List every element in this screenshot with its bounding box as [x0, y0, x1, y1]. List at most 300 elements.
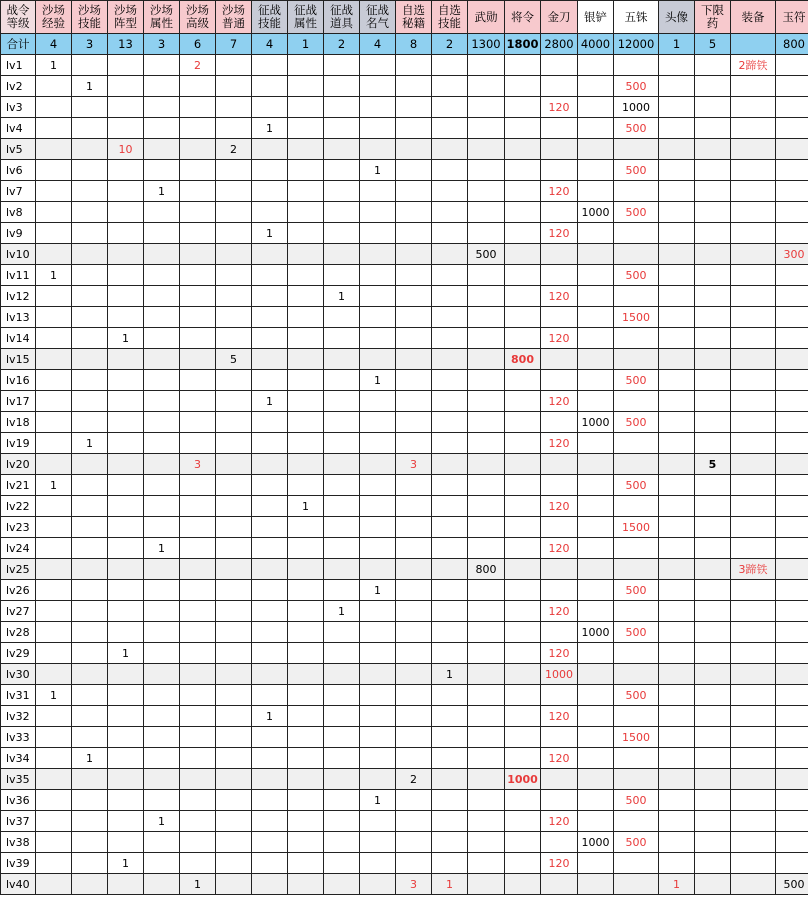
- column-header: 自选 技能: [432, 1, 468, 34]
- table-row: [1, 853, 808, 874]
- table-cell: [468, 874, 505, 895]
- table-cell: [396, 181, 432, 202]
- level-cell: lv39: [1, 853, 36, 874]
- table-cell: [180, 748, 216, 769]
- table-cell: [216, 664, 252, 685]
- table-cell: [505, 139, 541, 160]
- table-cell: [288, 202, 324, 223]
- table-cell: [216, 769, 252, 790]
- table-cell: [324, 202, 360, 223]
- table-cell: [695, 139, 731, 160]
- table-row: [1, 76, 808, 97]
- table-cell: [731, 748, 776, 769]
- table-cell: [180, 118, 216, 139]
- table-cell: [144, 55, 180, 76]
- table-cell: [108, 769, 144, 790]
- table-cell: [288, 790, 324, 811]
- table-cell: [288, 433, 324, 454]
- table-cell: [731, 244, 776, 265]
- table-cell: [776, 76, 808, 97]
- table-cell: [72, 622, 108, 643]
- table-cell: [505, 475, 541, 496]
- table-cell: [505, 454, 541, 475]
- table-cell: [180, 643, 216, 664]
- table-cell: [776, 706, 808, 727]
- level-cell: lv40: [1, 874, 36, 895]
- table-cell: [695, 874, 731, 895]
- table-cell: [108, 790, 144, 811]
- table-cell: [108, 307, 144, 328]
- table-cell: [216, 580, 252, 601]
- table-cell: [578, 475, 614, 496]
- table-cell: [36, 118, 72, 139]
- table-cell: 1500: [614, 307, 659, 328]
- table-cell: [36, 622, 72, 643]
- table-cell: [180, 286, 216, 307]
- table-cell: [360, 538, 396, 559]
- table-cell: [614, 664, 659, 685]
- table-cell: [180, 475, 216, 496]
- table-cell: [360, 349, 396, 370]
- column-header: 下限 药: [695, 1, 731, 34]
- table-cell: [695, 706, 731, 727]
- table-cell: [695, 853, 731, 874]
- table-cell: [505, 118, 541, 139]
- table-cell: [659, 160, 695, 181]
- table-cell: [72, 223, 108, 244]
- table-cell: [578, 391, 614, 412]
- table-cell: [324, 832, 360, 853]
- level-cell: lv28: [1, 622, 36, 643]
- table-cell: [108, 349, 144, 370]
- table-cell: [396, 160, 432, 181]
- table-cell: 120: [541, 601, 578, 622]
- table-cell: [36, 853, 72, 874]
- table-cell: 1: [36, 685, 72, 706]
- table-cell: [72, 643, 108, 664]
- table-cell: [72, 202, 108, 223]
- table-row: [1, 664, 808, 685]
- table-cell: [776, 748, 808, 769]
- level-cell: lv14: [1, 328, 36, 349]
- table-cell: [144, 727, 180, 748]
- table-cell: [659, 643, 695, 664]
- table-cell: [252, 454, 288, 475]
- table-cell: 10: [108, 139, 144, 160]
- table-cell: 1: [659, 874, 695, 895]
- table-cell: [776, 265, 808, 286]
- table-cell: 1: [360, 370, 396, 391]
- table-cell: [324, 160, 360, 181]
- table-cell: [72, 454, 108, 475]
- table-cell: [578, 496, 614, 517]
- table-cell: [731, 790, 776, 811]
- table-cell: [288, 349, 324, 370]
- table-row: [1, 223, 808, 244]
- table-cell: [180, 517, 216, 538]
- table-cell: [578, 55, 614, 76]
- table-cell: [288, 391, 324, 412]
- table-row: [1, 580, 808, 601]
- totals-cell: 13: [108, 34, 144, 55]
- table-cell: [360, 223, 396, 244]
- table-cell: [541, 559, 578, 580]
- table-row: [1, 832, 808, 853]
- table-cell: [108, 370, 144, 391]
- table-cell: [468, 328, 505, 349]
- table-cell: [432, 538, 468, 559]
- table-row: [1, 769, 808, 790]
- level-cell: lv17: [1, 391, 36, 412]
- table-cell: [695, 643, 731, 664]
- table-cell: [324, 769, 360, 790]
- table-cell: [776, 832, 808, 853]
- table-cell: [731, 706, 776, 727]
- table-cell: [505, 706, 541, 727]
- level-cell: lv35: [1, 769, 36, 790]
- table-cell: [252, 475, 288, 496]
- table-cell: [659, 475, 695, 496]
- table-row: [1, 706, 808, 727]
- table-cell: [776, 223, 808, 244]
- table-cell: [432, 118, 468, 139]
- table-cell: [659, 265, 695, 286]
- table-cell: [288, 244, 324, 265]
- table-cell: [432, 685, 468, 706]
- table-cell: [659, 496, 695, 517]
- table-cell: [288, 328, 324, 349]
- column-header: 沙场 经验: [36, 1, 72, 34]
- table-cell: [360, 874, 396, 895]
- table-cell: [288, 55, 324, 76]
- table-cell: [144, 664, 180, 685]
- table-cell: [468, 118, 505, 139]
- table-cell: [72, 517, 108, 538]
- column-header: 征战 技能: [252, 1, 288, 34]
- table-cell: [216, 76, 252, 97]
- level-cell: lv37: [1, 811, 36, 832]
- column-header: 五铢: [614, 1, 659, 34]
- totals-cell: 1800: [505, 34, 541, 55]
- table-cell: [396, 97, 432, 118]
- table-cell: 120: [541, 496, 578, 517]
- table-cell: [324, 55, 360, 76]
- table-cell: [578, 433, 614, 454]
- level-cell: lv34: [1, 748, 36, 769]
- table-cell: [72, 160, 108, 181]
- table-cell: [360, 643, 396, 664]
- table-cell: 120: [541, 643, 578, 664]
- table-cell: [396, 832, 432, 853]
- table-cell: [468, 727, 505, 748]
- table-cell: [731, 685, 776, 706]
- totals-cell: 3: [72, 34, 108, 55]
- table-row: [1, 160, 808, 181]
- table-cell: [288, 454, 324, 475]
- table-row: [1, 412, 808, 433]
- table-cell: [180, 811, 216, 832]
- table-cell: [731, 874, 776, 895]
- table-cell: [505, 76, 541, 97]
- table-cell: [505, 328, 541, 349]
- table-cell: [695, 538, 731, 559]
- table-cell: [72, 391, 108, 412]
- column-header: 征战 名气: [360, 1, 396, 34]
- table-cell: 1: [108, 643, 144, 664]
- table-cell: [252, 517, 288, 538]
- table-cell: [216, 454, 252, 475]
- table-cell: 1: [252, 118, 288, 139]
- table-cell: [505, 748, 541, 769]
- table-cell: 3: [396, 454, 432, 475]
- table-cell: [144, 370, 180, 391]
- table-cell: [72, 97, 108, 118]
- table-cell: [360, 55, 396, 76]
- column-header: 沙场 普通: [216, 1, 252, 34]
- table-cell: 1: [72, 433, 108, 454]
- table-cell: [36, 874, 72, 895]
- table-cell: [396, 727, 432, 748]
- table-cell: [324, 664, 360, 685]
- table-cell: [324, 181, 360, 202]
- totals-cell: 800: [776, 34, 808, 55]
- table-cell: [144, 160, 180, 181]
- table-cell: [108, 622, 144, 643]
- table-cell: [72, 496, 108, 517]
- table-cell: [432, 748, 468, 769]
- table-cell: [468, 580, 505, 601]
- table-cell: [324, 76, 360, 97]
- table-cell: [776, 139, 808, 160]
- table-cell: [659, 286, 695, 307]
- table-cell: [144, 76, 180, 97]
- level-cell: lv29: [1, 643, 36, 664]
- table-cell: [180, 790, 216, 811]
- table-cell: 1000: [578, 832, 614, 853]
- table-cell: [432, 370, 468, 391]
- table-cell: 1: [360, 580, 396, 601]
- level-cell: lv15: [1, 349, 36, 370]
- table-cell: [614, 223, 659, 244]
- table-cell: [468, 664, 505, 685]
- column-header: 头像: [659, 1, 695, 34]
- table-cell: [578, 580, 614, 601]
- table-cell: 800: [505, 349, 541, 370]
- table-cell: [505, 244, 541, 265]
- table-row: [1, 244, 808, 265]
- table-cell: [731, 811, 776, 832]
- table-cell: [288, 601, 324, 622]
- table-cell: [776, 97, 808, 118]
- table-cell: 1: [288, 496, 324, 517]
- table-cell: [252, 811, 288, 832]
- column-header: 银铲: [578, 1, 614, 34]
- table-cell: [731, 538, 776, 559]
- table-cell: [180, 601, 216, 622]
- table-cell: [695, 664, 731, 685]
- table-cell: [776, 811, 808, 832]
- table-cell: [659, 454, 695, 475]
- column-header: 金刀: [541, 1, 578, 34]
- table-cell: [578, 76, 614, 97]
- table-cell: [108, 118, 144, 139]
- table-cell: [72, 139, 108, 160]
- table-cell: [731, 454, 776, 475]
- table-cell: [324, 559, 360, 580]
- table-cell: [324, 496, 360, 517]
- table-cell: [614, 181, 659, 202]
- table-cell: [144, 496, 180, 517]
- table-row: [1, 601, 808, 622]
- level-cell: lv7: [1, 181, 36, 202]
- table-cell: [144, 475, 180, 496]
- table-cell: [695, 517, 731, 538]
- table-cell: [324, 790, 360, 811]
- table-cell: [578, 370, 614, 391]
- table-cell: 1: [108, 328, 144, 349]
- table-cell: [541, 55, 578, 76]
- table-cell: [541, 727, 578, 748]
- table-cell: [659, 244, 695, 265]
- table-cell: [360, 727, 396, 748]
- totals-cell: 4000: [578, 34, 614, 55]
- table-cell: [578, 244, 614, 265]
- table-cell: [731, 832, 776, 853]
- table-cell: [324, 139, 360, 160]
- column-header: 沙场 技能: [72, 1, 108, 34]
- table-row: [1, 391, 808, 412]
- table-cell: [180, 265, 216, 286]
- table-cell: [72, 580, 108, 601]
- table-cell: [36, 517, 72, 538]
- table-cell: [72, 874, 108, 895]
- table-cell: [144, 328, 180, 349]
- table-cell: [72, 55, 108, 76]
- table-cell: 1: [36, 265, 72, 286]
- table-cell: [36, 97, 72, 118]
- table-cell: [614, 454, 659, 475]
- table-cell: [288, 538, 324, 559]
- table-cell: [180, 706, 216, 727]
- table-cell: 120: [541, 748, 578, 769]
- table-cell: [144, 412, 180, 433]
- table-cell: [252, 76, 288, 97]
- table-cell: [432, 265, 468, 286]
- table-cell: 1500: [614, 727, 659, 748]
- table-cell: [36, 391, 72, 412]
- table-cell: 1: [108, 853, 144, 874]
- table-cell: [252, 832, 288, 853]
- table-cell: [541, 307, 578, 328]
- table-cell: [216, 475, 252, 496]
- table-cell: [72, 412, 108, 433]
- table-cell: [614, 139, 659, 160]
- table-cell: 500: [776, 874, 808, 895]
- table-cell: [288, 643, 324, 664]
- table-cell: [659, 685, 695, 706]
- table-cell: [108, 97, 144, 118]
- table-cell: [216, 370, 252, 391]
- table-cell: [695, 790, 731, 811]
- table-cell: [614, 55, 659, 76]
- table-cell: [108, 664, 144, 685]
- table-cell: 120: [541, 433, 578, 454]
- table-cell: [578, 538, 614, 559]
- table-cell: [216, 97, 252, 118]
- level-cell: lv31: [1, 685, 36, 706]
- column-header: 征战 属性: [288, 1, 324, 34]
- table-cell: [578, 139, 614, 160]
- table-cell: [541, 454, 578, 475]
- table-cell: [72, 769, 108, 790]
- table-cell: [180, 664, 216, 685]
- table-cell: [695, 160, 731, 181]
- table-cell: [360, 601, 396, 622]
- table-cell: [614, 769, 659, 790]
- level-cell: lv25: [1, 559, 36, 580]
- table-cell: 1: [144, 181, 180, 202]
- table-cell: [695, 727, 731, 748]
- header-row: [1, 1, 808, 34]
- table-cell: [468, 181, 505, 202]
- table-cell: [108, 538, 144, 559]
- table-cell: [659, 853, 695, 874]
- table-cell: [180, 160, 216, 181]
- table-cell: [695, 349, 731, 370]
- table-cell: [731, 76, 776, 97]
- table-cell: [252, 286, 288, 307]
- table-cell: [180, 328, 216, 349]
- table-cell: [614, 643, 659, 664]
- table-cell: [659, 223, 695, 244]
- table-cell: [659, 97, 695, 118]
- table-cell: [731, 139, 776, 160]
- table-cell: [252, 643, 288, 664]
- table-cell: [36, 601, 72, 622]
- table-cell: 1: [144, 811, 180, 832]
- table-cell: [659, 181, 695, 202]
- table-cell: [578, 769, 614, 790]
- table-cell: [108, 244, 144, 265]
- table-cell: [324, 538, 360, 559]
- table-cell: [468, 475, 505, 496]
- table-cell: [578, 559, 614, 580]
- table-cell: [695, 601, 731, 622]
- table-cell: [180, 433, 216, 454]
- level-cell: lv6: [1, 160, 36, 181]
- table-cell: 120: [541, 223, 578, 244]
- totals-cell: 2800: [541, 34, 578, 55]
- table-cell: [468, 601, 505, 622]
- table-row: [1, 538, 808, 559]
- table-cell: [468, 160, 505, 181]
- column-header: 玉符: [776, 1, 808, 34]
- table-cell: [360, 181, 396, 202]
- table-cell: [288, 811, 324, 832]
- table-cell: [614, 811, 659, 832]
- level-cell: lv36: [1, 790, 36, 811]
- table-cell: [36, 433, 72, 454]
- table-cell: [396, 223, 432, 244]
- table-row: [1, 517, 808, 538]
- table-cell: 500: [614, 370, 659, 391]
- table-cell: [144, 391, 180, 412]
- table-cell: [72, 853, 108, 874]
- table-cell: [541, 790, 578, 811]
- table-cell: [505, 727, 541, 748]
- table-row: [1, 874, 808, 895]
- table-cell: [324, 874, 360, 895]
